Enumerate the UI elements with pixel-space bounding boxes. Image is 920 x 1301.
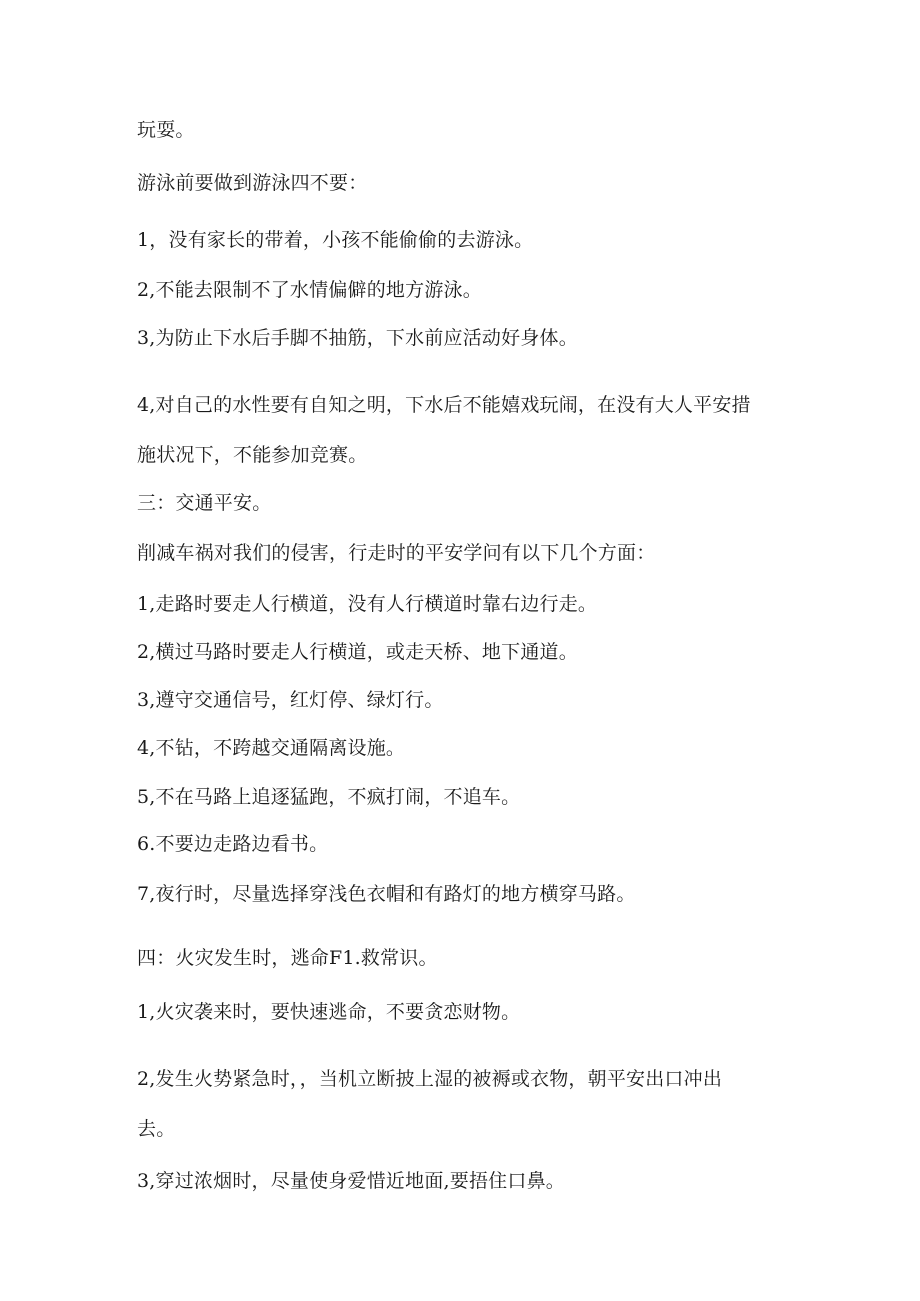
text-line: 2,不能去限制不了水情偏僻的地方游泳。 [137,279,482,301]
text-line: 7,夜行时，尽量选择穿浅色衣帽和有路灯的地方横穿马路。 [137,883,636,905]
text-line: 2,发生火势紧急时，，当机立断披上湿的被褥或衣物，朝平安出口冲出 [137,1068,723,1090]
text-line: 施状况下，不能参加竞赛。 [137,444,368,466]
text-line: 3,为防止下水后手脚不抽筋，下水前应活动好身体。 [137,327,578,349]
text-line: 1，没有家长的带着，小孩不能偷偷的去游泳。 [137,229,534,251]
text-line: 4,对自己的水性要有自知之明，下水后不能嬉戏玩闹，在没有大人平安措 [137,394,751,416]
section-heading: 四：火灾发生时，逃命F1.救常识。 [137,947,438,969]
text-line: 5,不在马路上追逐猛跑，不疯打闹，不追车。 [137,786,521,808]
text-line: 1,火灾袭来时，要快速逃命，不要贪恋财物。 [137,1001,521,1023]
text-line: 3,穿过浓烟时，尽量使身爱惜近地面,要捂住口鼻。 [137,1170,565,1192]
text-line: 2,横过马路时要走人行横道，或走天桥、地下通道。 [137,641,578,663]
text-line: 玩耍。 [137,119,195,141]
text-line: 去。 [137,1118,176,1140]
section-heading: 三：交通平安。 [137,492,272,514]
text-line: 6.不要边走路边看书。 [137,833,329,855]
text-line: 3,遵守交通信号，红灯停、绿灯行。 [137,689,444,711]
text-line: 游泳前要做到游泳四不要： [137,172,368,194]
text-line: 1,走路时要走人行横道，没有人行横道时靠右边行走。 [137,593,598,615]
text-line: 4,不钻，不跨越交通隔离设施。 [137,737,406,759]
text-line: 削减车祸对我们的侵害，行走时的平安学问有以下几个方面： [137,542,656,564]
